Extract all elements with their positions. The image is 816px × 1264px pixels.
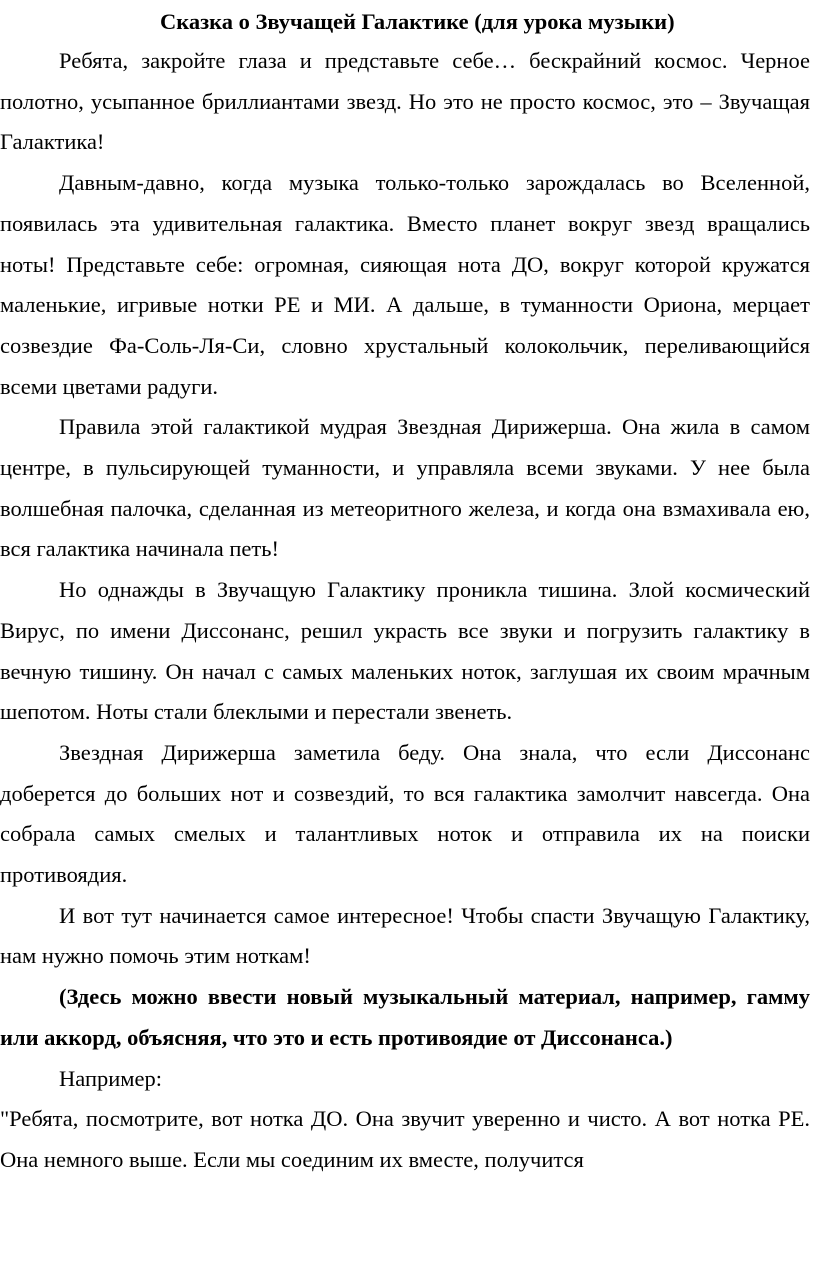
paragraph-intro: Ребята, закройте глаза и представьте себе… бескрайний космос. Черное полотно, усыпанное бриллиантами звезд. Но это не просто космос, это – Звучащая Галактика! xyxy=(0,48,810,155)
document-title: Сказка о Звучащей Галактике (для урока музыки) xyxy=(160,9,675,34)
paragraph-origin: Давным-давно, когда музыка только-только зарождалась во Вселенной, появилась эта удивительная галактика. Вместо планет вокруг звезд вращались ноты! Представьте себе: огромная, сияющая нота ДО, вокруг которой кружатся маленькие, игривые нотки РЕ и МИ. А дальше, в туманности Ориона, мерцает созвездие Фа-Соль-Ля-Си, словно хрустальный колокольчик, переливающийся всеми цветами радуги. xyxy=(0,170,810,399)
paragraph-teacher-note: (Здесь можно ввести новый музыкальный материал, например, гамму или аккорд, объясняя, что это и есть противоядие от Диссонанса.) xyxy=(0,984,810,1050)
paragraph-help-notes: И вот тут начинается самое интересное! Чтобы спасти Звучащую Галактику, нам нужно помочь этим ноткам! xyxy=(0,902,810,969)
paragraph-conductor: Правила этой галактикой мудрая Звездная Дирижерша. Она жила в самом центре, в пульсирующей туманности, и управляла всеми звуками. У нее была волшебная палочка, сделанная из метеоритного железа, и когда она взмахивала ею, вся галактика начинала петь! xyxy=(0,414,810,562)
paragraph-dissonance: Но однажды в Звучащую Галактику проникла тишина. Злой космический Вирус, по имени Диссонанс, решил украсть все звуки и погрузить галактику в вечную тишину. Он начал с самых маленьких ноток, заглушая их своим мрачным шепотом. Ноты стали блеклыми и перестали звенеть. xyxy=(0,577,810,725)
paragraph-rescue: Звездная Дирижерша заметила беду. Она знала, что если Диссонанс доберется до больших нот и созвездий, то вся галактика замолчит навсегда. Она собрала самых смелых и талантливых ноток и отправила их на поиски противоядия. xyxy=(0,739,810,888)
paragraph-example-label: Например: xyxy=(59,1065,162,1091)
paragraph-example-text: "Ребята, посмотрите, вот нотка ДО. Она звучит уверенно и чисто. А вот нотка РЕ. Она немного выше. Если мы соединим их вместе, получится xyxy=(0,1106,810,1172)
